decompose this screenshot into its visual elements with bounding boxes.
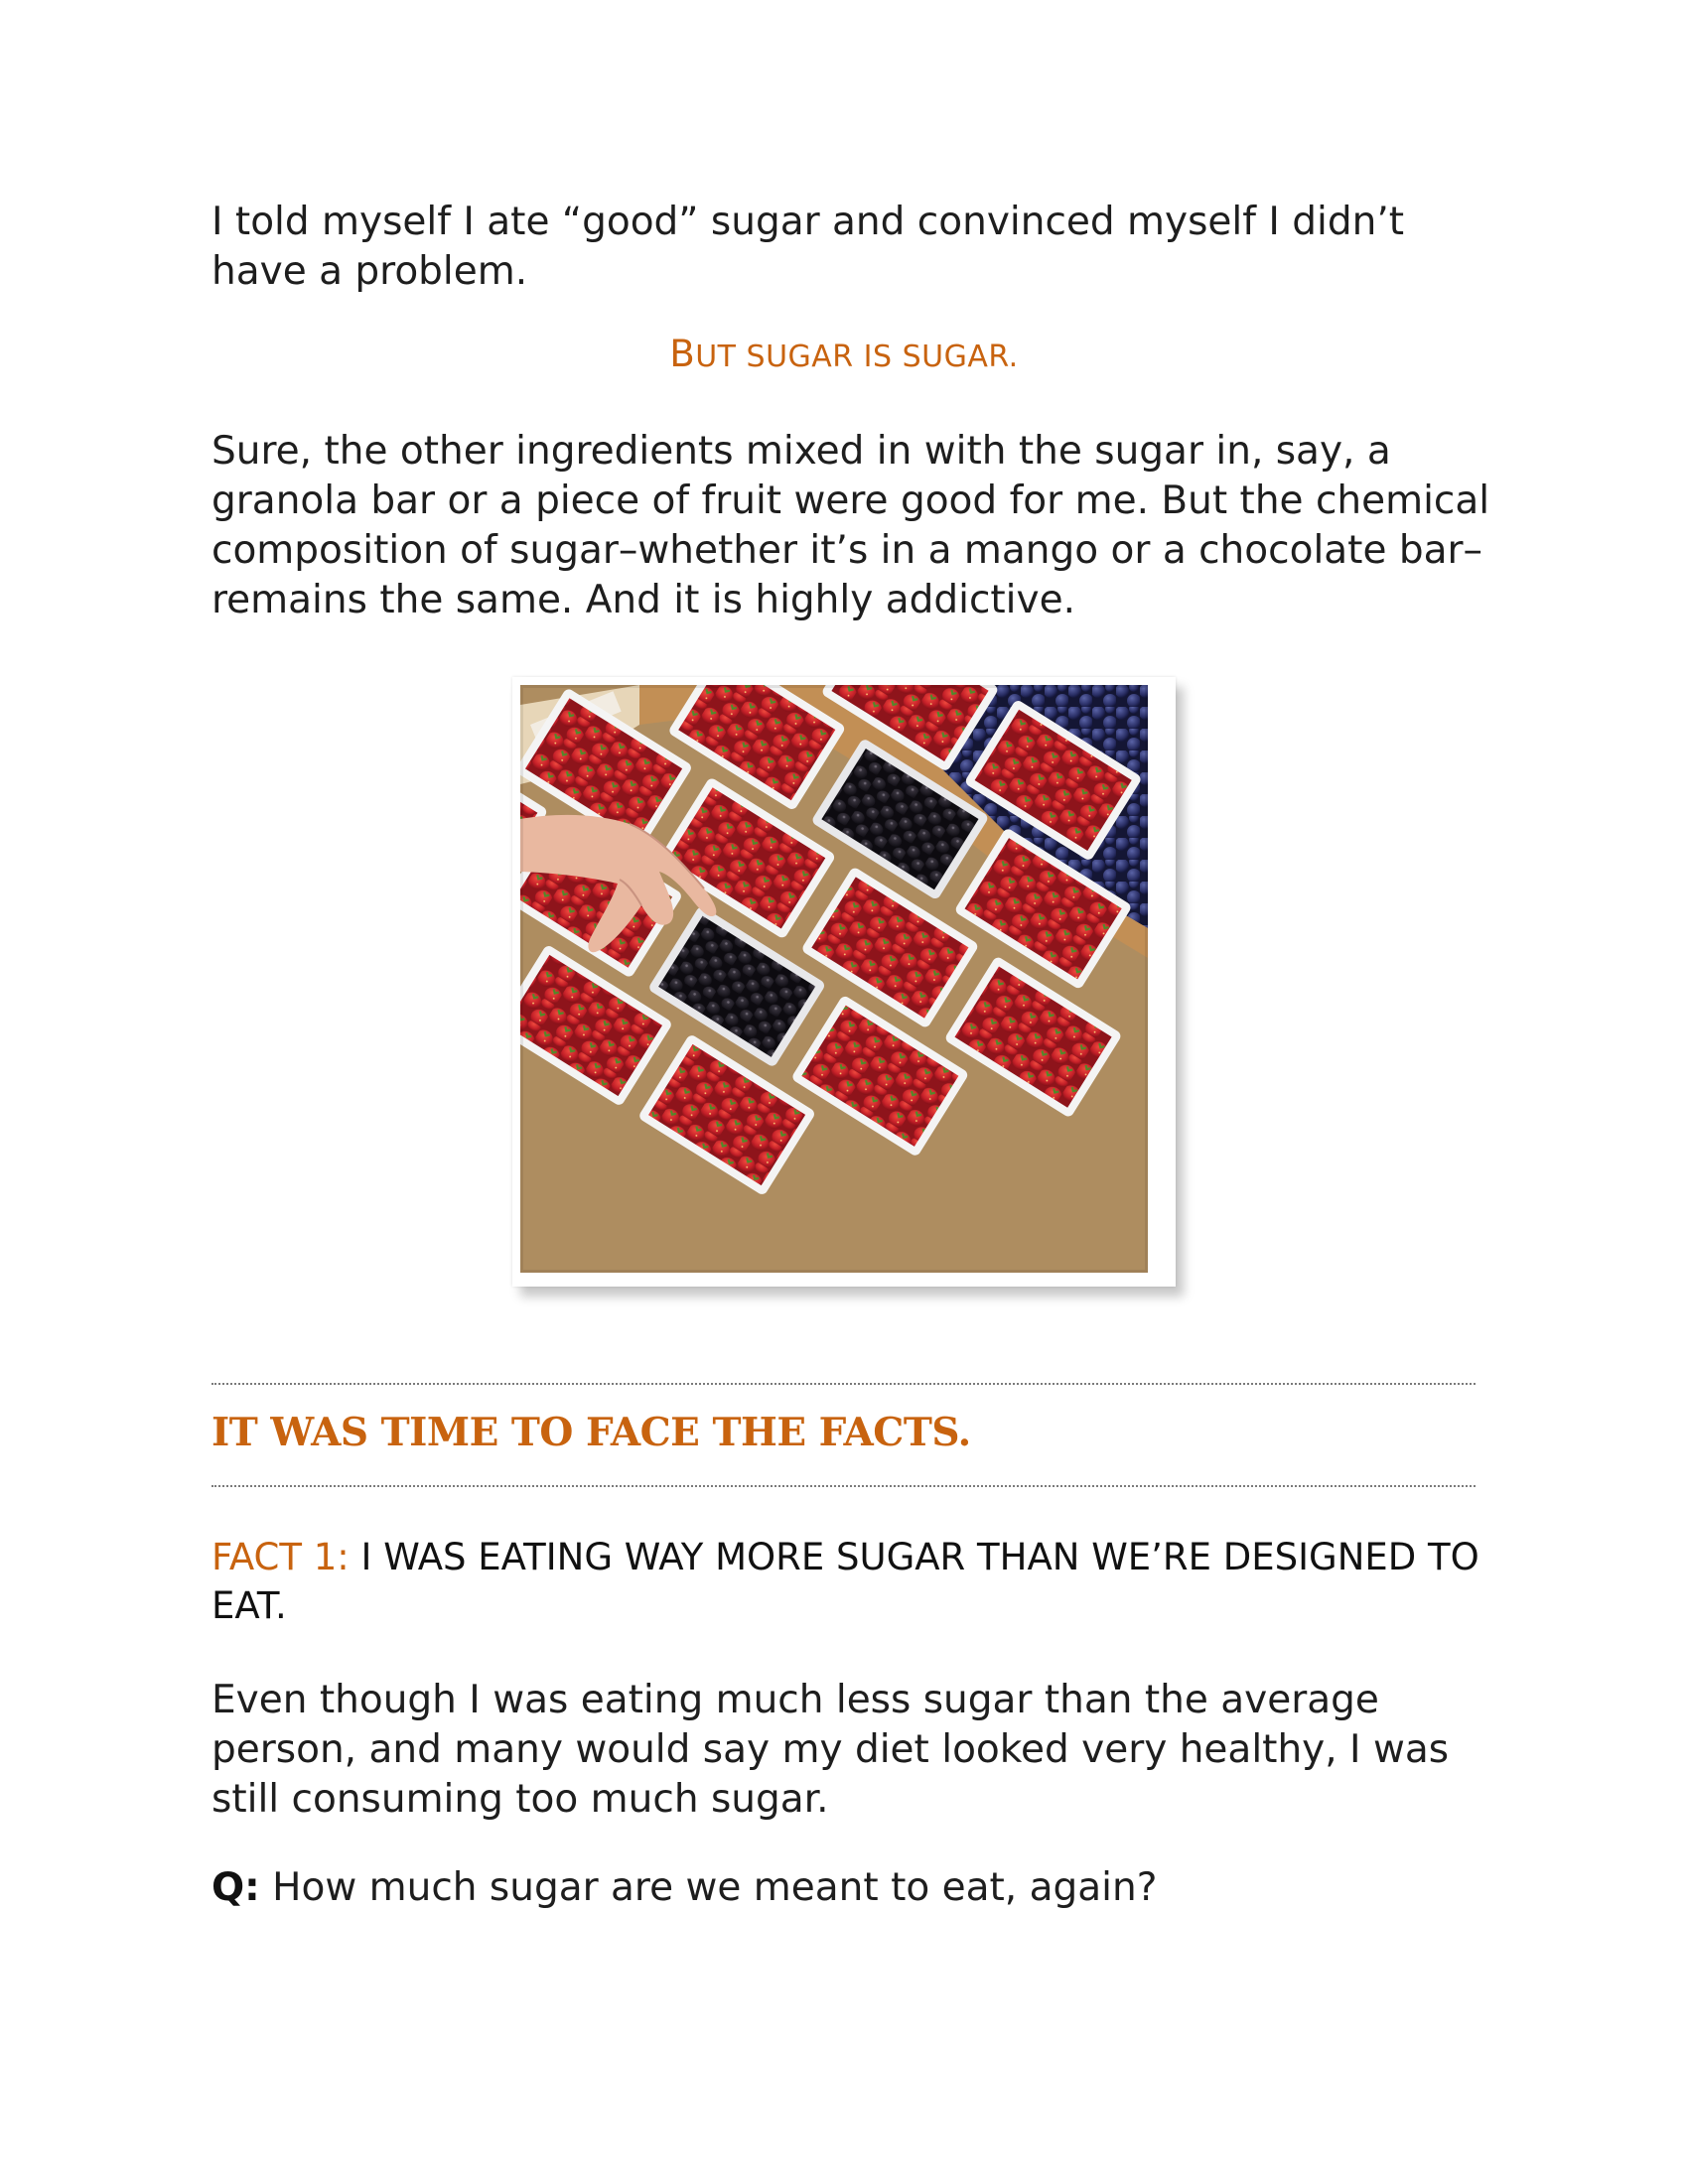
intro-paragraph: I told myself I ate “good” sugar and convinced myself I didn’t have a problem. xyxy=(211,200,1405,294)
question-text: How much sugar are we meant to eat, again? xyxy=(272,1865,1158,1910)
divider-top xyxy=(211,1383,1476,1385)
fact-text: I WAS EATING WAY MORE SUGAR THAN WE’RE DESIGNED TO EAT. xyxy=(211,1536,1479,1627)
callout-initial: B xyxy=(669,333,696,375)
question-label: Q: xyxy=(211,1865,260,1910)
fact-heading xyxy=(211,1533,1492,1630)
sugar-paragraph: Sure, the other ingredients mixed in with the sugar in, say, a granola bar or a piece of fruit were good for me. But the chemical composition of sugar–whether it’s in a mango or a chocolate bar–remains the same. And it is highly addictive. xyxy=(211,429,1490,622)
callout-quote xyxy=(0,335,1688,377)
divider-bottom xyxy=(211,1485,1476,1487)
fruit-photo-illustration xyxy=(520,685,1148,1273)
question-line xyxy=(211,1863,1492,1913)
fruit-market-photo xyxy=(512,677,1176,1287)
callout-rest: UT SUGAR IS SUGAR. xyxy=(695,340,1019,374)
consumption-paragraph: Even though I was eating much less sugar than the average person, and many would say my diet looked very healthy, I was still consuming too much sugar. xyxy=(211,1678,1450,1822)
fact-label: FACT 1: xyxy=(211,1536,350,1578)
section-heading: IT WAS TIME TO FACE THE FACTS. xyxy=(211,1410,971,1455)
